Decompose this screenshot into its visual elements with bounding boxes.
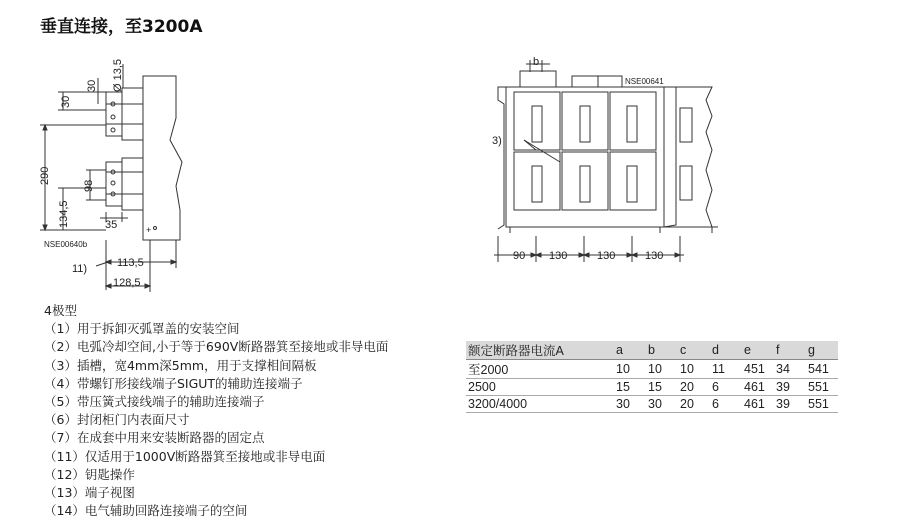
table-cell: 10 [678,360,710,379]
table-cell: 451 [742,360,774,379]
legend-item: （5）带压簧式接线端子的辅助连接端子 [44,394,265,410]
legend-heading: 4极型 [44,303,77,318]
table-row [466,396,838,413]
dim-hole-13-5: Ø 13,5 [112,58,124,92]
table-cell: 34 [774,360,806,379]
table-cell: 461 [742,396,774,413]
table-cell: 461 [742,379,774,396]
table-cell: 30 [614,396,646,413]
column-header: d [710,341,742,360]
table-cell: 2500 [466,379,614,396]
dim-b: b [533,56,540,68]
legend-item: （2）电弧冷却空间,小于等于690V断路器箕至接地或非导电面 [44,339,389,355]
page-title: 垂直连接，至3200A [40,17,203,37]
table-cell: 15 [646,379,678,396]
column-header: c [678,341,710,360]
dim-290: 290 [39,166,51,185]
table-cell: 30 [646,396,678,413]
legend-item: （7）在成套中用来安装断路器的固定点 [44,430,265,446]
legend-item: （6）封闭柜门内表面尺寸 [44,412,190,428]
dim-90: 90 [513,250,526,262]
dim-30-top: 30 [60,95,72,108]
dim-130-b: 130 [597,250,616,262]
table-cell: 6 [710,396,742,413]
ref-11: 11) [72,263,88,275]
dim-134-5: 134,5 [58,200,70,228]
legend-item: （1）用于拆卸灭弧罩盖的安装空间 [44,321,240,337]
legend-item: （13）端子视图 [44,485,135,501]
table-cell: 6 [710,379,742,396]
table-cell: 10 [646,360,678,379]
dim-113-5: 113,5 [117,257,144,269]
column-header: e [742,341,774,360]
table-cell: 551 [806,396,838,413]
table-cell: 541 [806,360,838,379]
table-row [466,360,838,379]
dim-130-c: 130 [645,250,664,262]
column-header: b [646,341,678,360]
legend-item: （4）带螺钉形接线端子SIGUT的辅助连接端子 [44,375,303,391]
table-row [466,379,838,396]
dimension-table [466,341,838,413]
dim-98: 98 [83,179,95,192]
dim-130-a: 130 [549,250,568,262]
column-header: g [806,341,838,360]
table-cell: 20 [678,379,710,396]
column-header: a [614,341,646,360]
dim-128-5: 128,5 [113,277,141,289]
legend-item: （14）电气辅助回路连接端子的空间 [44,503,248,519]
column-header: 额定断路器电流A [466,341,614,360]
legend-item: （12）钥匙操作 [44,466,135,482]
table-cell: 39 [774,396,806,413]
drawing-code-left: NSE00640b [44,240,88,249]
dim-35: 35 [105,219,118,231]
table-cell: 551 [806,379,838,396]
table-cell: 20 [678,396,710,413]
drawing-code-right: NSE00641 [625,77,664,86]
table-cell: 3200/4000 [466,396,614,413]
svg-text:+: + [146,225,152,235]
legend-item: （11）仅适用于1000V断路器箕至接地或非导电面 [44,448,326,464]
table-header-row [466,341,838,360]
legend [44,302,388,520]
table-cell: 11 [710,360,742,379]
table-cell: 15 [614,379,646,396]
ref-3: 3) [492,135,502,147]
legend-item: （3）插槽，宽4mm深5mm，用于支撑相间隔板 [44,357,317,373]
column-header: f [774,341,806,360]
table-cell: 39 [774,379,806,396]
front-view-drawing [494,60,718,262]
table-cell: 至2000 [466,360,614,379]
dim-30-mid: 30 [86,79,98,92]
table-cell: 10 [614,360,646,379]
